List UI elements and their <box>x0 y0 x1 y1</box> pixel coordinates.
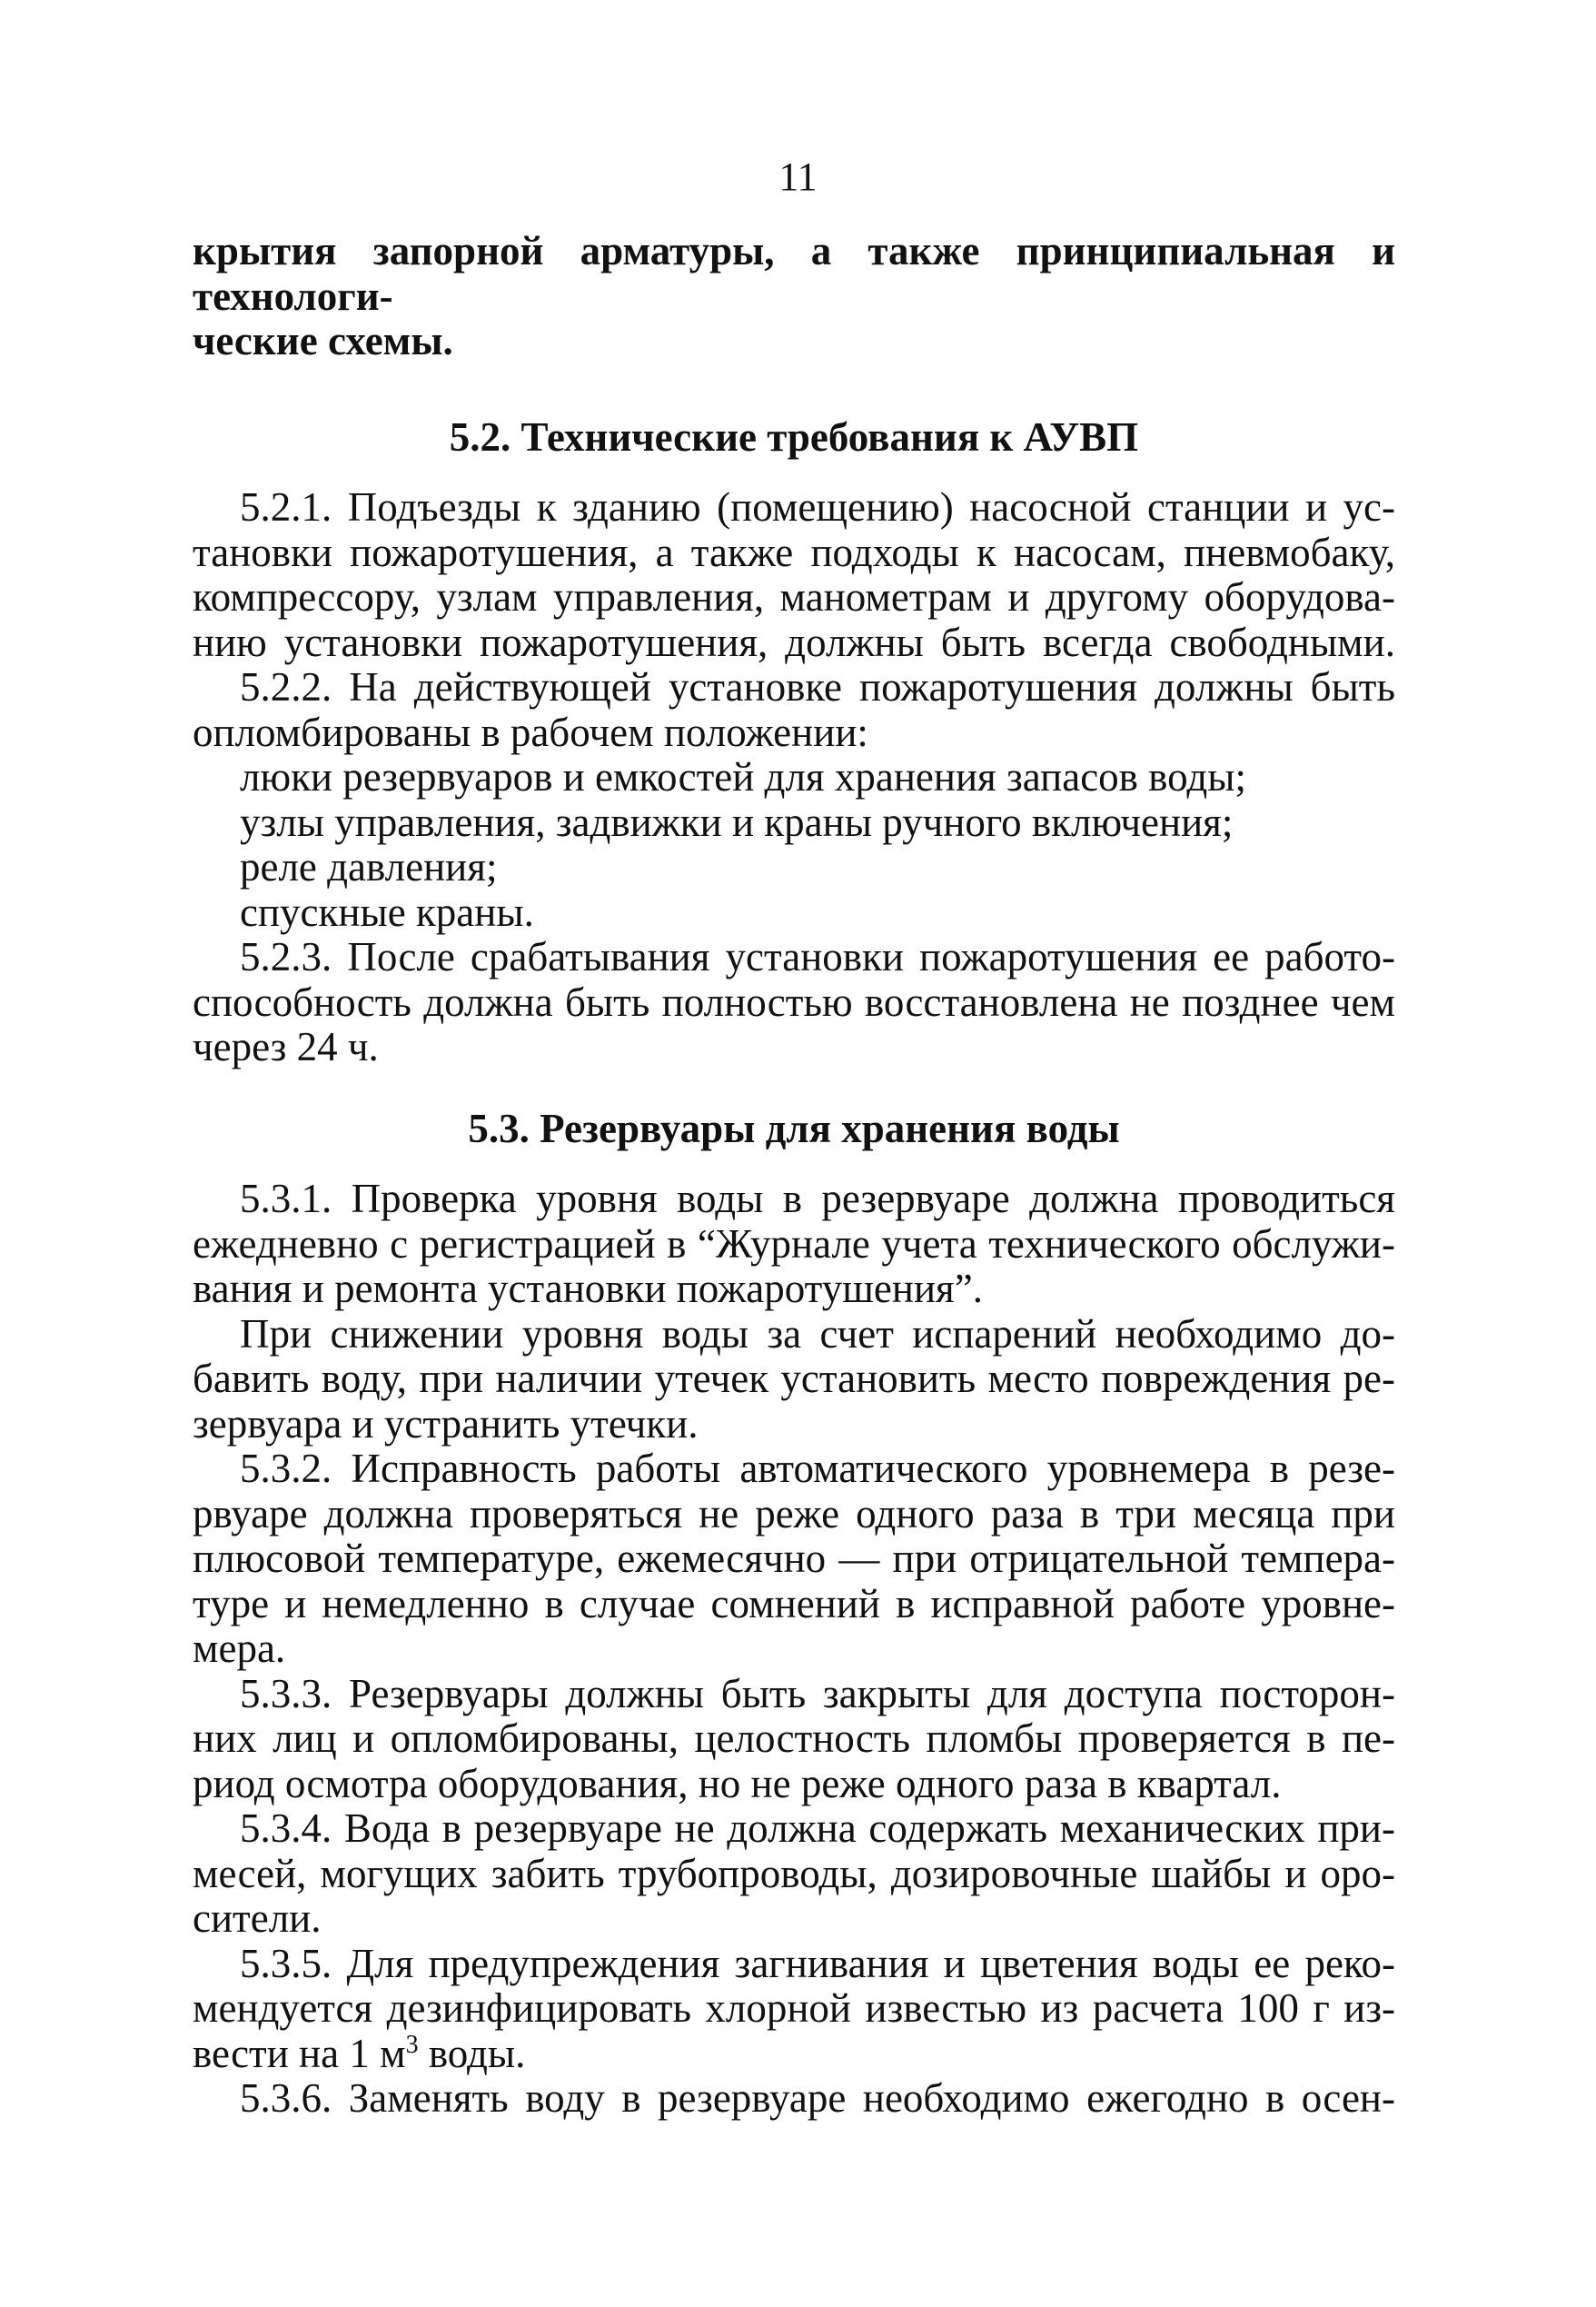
list-item: спускные краны. <box>240 889 534 935</box>
text-line: нию установки пожаротушения, должны быть всегда свободными. <box>193 619 1395 665</box>
paragraph-5-3-5 <box>193 1942 1395 2077</box>
text-line: 5.3.4. Вода в резервуаре не должна содержать механических при- <box>240 1805 1395 1851</box>
page-number: 11 <box>778 154 818 199</box>
text-line: вания и ремонта установки пожаротушения”. <box>193 1266 983 1311</box>
superscript: 3 <box>405 2030 419 2059</box>
text-line: них лиц и опломбированы, целостность пломбы проверяется в пе- <box>193 1715 1395 1761</box>
text-line: мендуется дезинфицировать хлорной известью из расчета 100 г из- <box>193 1985 1395 2031</box>
text-line: крытия запорной арматуры, а также принципиальная и технологи- <box>193 228 1395 319</box>
paragraph-water-level <box>193 1312 1395 1447</box>
list-item: люки резервуаров и емкостей для хранения запасов воды; <box>240 754 1246 800</box>
text-line: 5.3.6. Заменять воду в резервуаре необходимо ежегодно в осен- <box>240 2075 1395 2121</box>
text-line: через 24 ч. <box>193 1024 379 1069</box>
text-line <box>193 2032 1395 2077</box>
text-line: зервуара и устранить утечки. <box>193 1400 699 1447</box>
paragraph-5-3-2 <box>193 1447 1395 1672</box>
paragraph-5-2-1 <box>193 485 1395 665</box>
text-line: 5.3.1. Проверка уровня воды в резервуаре должна проводиться <box>240 1176 1395 1221</box>
text-line: 5.3.5. Для предупреждения загнивания и цветения воды ее реко- <box>240 1940 1395 1986</box>
paragraph-5-3-4 <box>193 1806 1395 1942</box>
text-line: бавить воду, при наличии утечек установить место повреждения ре- <box>193 1356 1395 1401</box>
sealed-items-list <box>193 755 1395 935</box>
text-line: способность должна быть полностью восстановлена не позднее чем <box>193 979 1395 1025</box>
text-line: сители. <box>193 1895 322 1941</box>
text-line: тановки пожаротушения, а также подходы к насосам, пневмобаку, <box>193 529 1395 575</box>
section-heading-5-3: 5.3. Резервуары для хранения воды <box>468 1105 1120 1151</box>
section-heading-5-2: 5.2. Технические требования к АУВП <box>449 413 1139 460</box>
text-line: опломбированы в рабочем положении: <box>193 709 868 755</box>
paragraph-5-3-3 <box>193 1672 1395 1807</box>
text-line: 5.2.2. На действующей установке пожаротушения должны быть <box>240 664 1395 710</box>
text-line: туре и немедленно в случае сомнений в исправной работе уровне- <box>193 1580 1395 1626</box>
text-line: рвуаре должна проверяться не реже одного раза в три месяца при <box>193 1490 1395 1536</box>
text-line: мера. <box>193 1626 286 1671</box>
document-body <box>193 229 1395 2122</box>
text-fragment: воды. <box>418 2030 526 2076</box>
text-line: риод осмотра оборудования, но не реже одного раза в квартал. <box>193 1760 1282 1806</box>
text-line: 5.2.3. После срабатывания установки пожаротушения ее работо- <box>240 934 1395 979</box>
text-line: ежедневно с регистрацией в “Журнале учета технического обслужи- <box>193 1220 1395 1267</box>
text-line: 5.3.3. Резервуары должны быть закрыты для доступа посторон- <box>240 1670 1395 1716</box>
text-line: 5.2.1. Подъезды к зданию (помещению) насосной станции и ус- <box>240 484 1395 530</box>
text-line: компрессору, узлам управления, манометрам и другому оборудова- <box>193 574 1395 620</box>
text-line: плюсовой температуре, ежемесячно — при отрицательной темпера- <box>193 1536 1395 1581</box>
text-line: ческие схемы. <box>193 318 453 363</box>
text-line: месей, могущих забить трубопроводы, дозировочные шайбы и оро- <box>193 1850 1395 1896</box>
paragraph-5-2-2 <box>193 665 1395 755</box>
paragraph-5-2-3 <box>193 935 1395 1070</box>
list-item: узлы управления, задвижки и краны ручного включения; <box>240 799 1234 845</box>
text-fragment: вести на 1 м <box>193 2030 406 2076</box>
paragraph-5-3-1 <box>193 1177 1395 1312</box>
list-item: реле давления; <box>240 844 498 890</box>
text-line: При снижении уровня воды за счет испарений необходимо до- <box>240 1310 1395 1357</box>
text-line: 5.3.2. Исправность работы автоматического уровнемера в резе- <box>240 1446 1395 1491</box>
continuation-paragraph <box>193 229 1395 364</box>
paragraph-5-3-6 <box>193 2076 1395 2122</box>
